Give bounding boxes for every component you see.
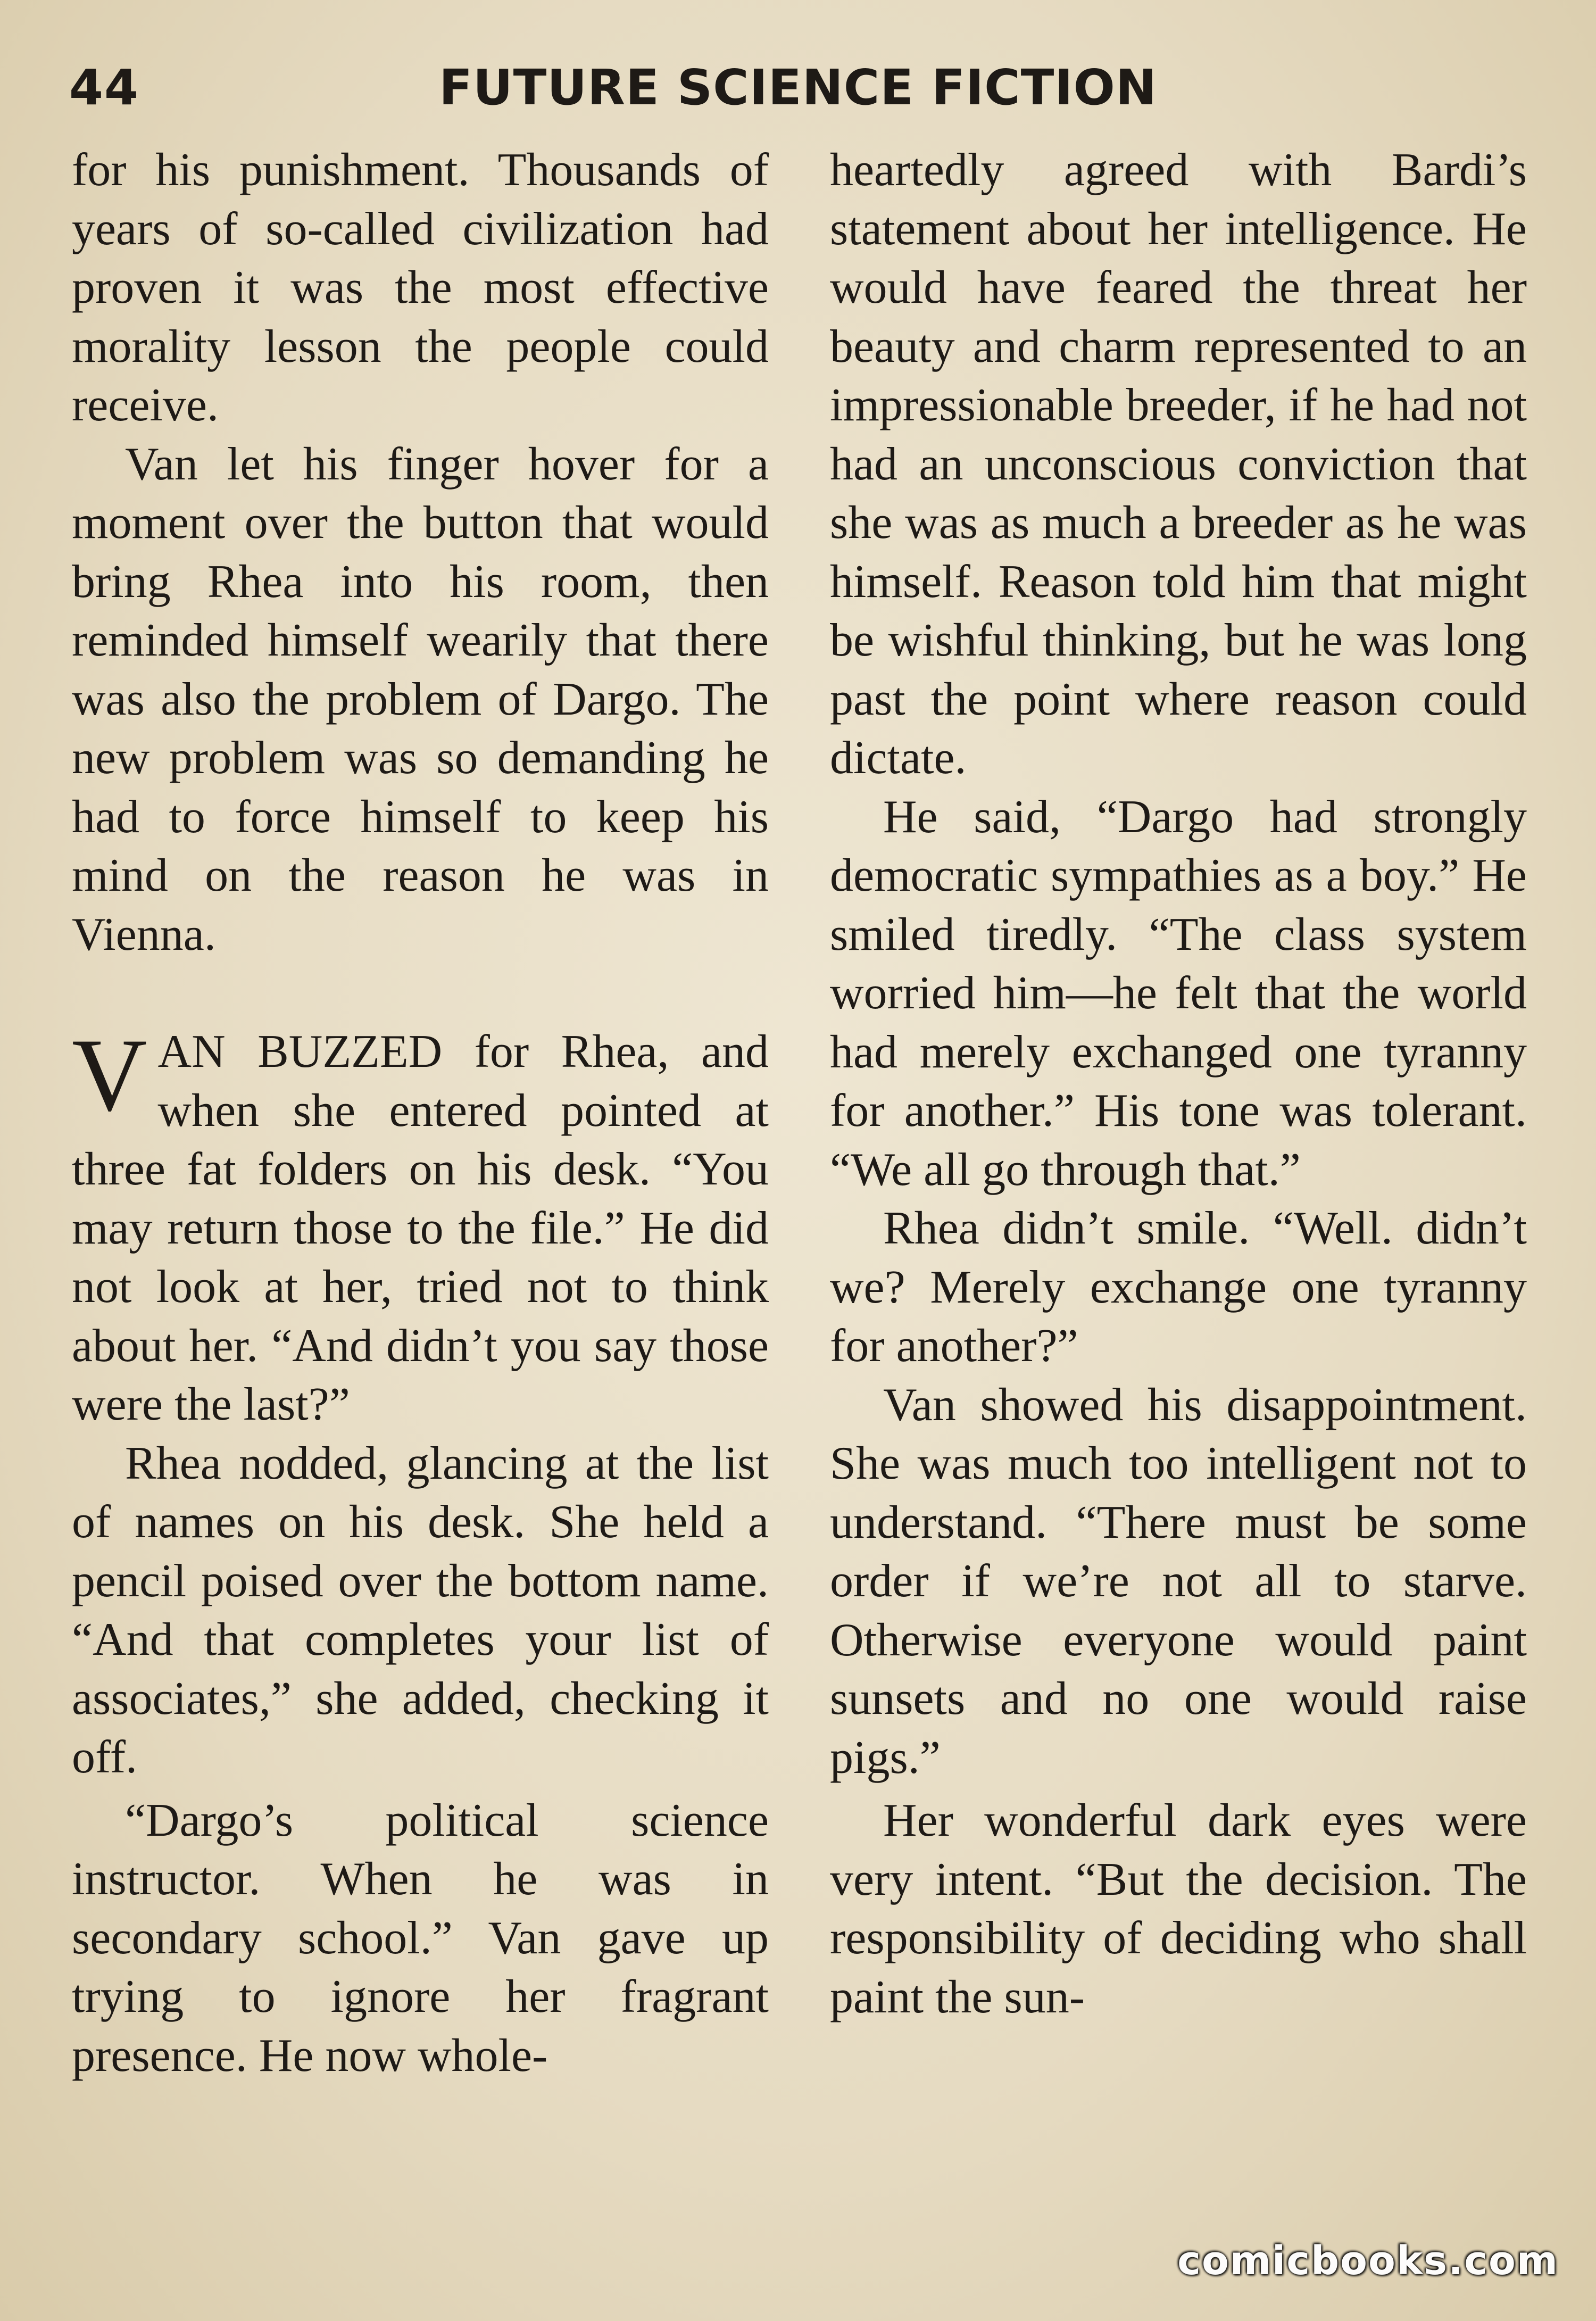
paragraph: Rhea didn’t smile. “Well. didn’t we? Merely exchange one tyranny for another?” (830, 1203, 1527, 1372)
paragraph: for his punishment. Thousands of years of so-called civilization had proven it was the most effective morality lesson the people could receive. (72, 144, 769, 431)
page-number: 44 (69, 59, 140, 116)
section-opening-paragraph (72, 1017, 769, 1435)
paragraph: Van let his finger hover for a moment over the button that would bring Rhea into his room, then reminded himself wearily that there was also the problem of Dargo. The new problem was so demanding he had to force himself to keep his mind on the reason he was in Vienna. (72, 438, 769, 960)
paragraph: Rhea nodded, glancing at the list of names on his desk. She held a pencil poised over the bottom name. “And that completes your list of associates,” she added, checking it off. (72, 1437, 769, 1783)
drop-cap: V (72, 1017, 147, 1133)
paragraph: heartedly agreed with Bardi’s statement about her intelligence. He would have feared the threat her beauty and charm represented to an impressionable breeder, if he had not had an unconscious conviction that she was as much a breeder as he was himself. Reason told him that might be wishful thinking, but he was long past the point where reason could dictate. (830, 144, 1527, 784)
running-title: FUTURE SCIENCE FICTION (439, 59, 1157, 116)
paragraph: “Dargo’s political science instructor. When he was in secondary school.” Van gave up trying to ignore her fragrant presence. He now whole- (72, 1794, 769, 2082)
left-column (72, 141, 769, 2085)
watermark: comicbooks.com (1177, 2238, 1559, 2284)
paragraph: He said, “Dargo had strongly democratic sympathies as a boy.” He smiled tiredly. “The class system worried him—he felt that the world had merely exchanged one tyranny for another.” His tone was tolerant. “We all go through that.” (830, 791, 1527, 1196)
right-column (830, 141, 1527, 2027)
paragraph: Her wonderful dark eyes were very intent. “But the decision. The responsibility of deciding who shall paint the sun- (830, 1795, 1527, 2023)
paragraph-text: AN BUZZED for Rhea, and when she entered pointed at three fat folders on his desk. “You may return those to the file.” He did not look at her, tried not to think about her. “And didn’t you say those were the last?” (72, 1026, 769, 1430)
paragraph: Van showed his disappointment. She was much too intelligent not to understand. “There must be some order if we’re not all to starve. Otherwise everyone would paint sunsets and no one would raise pigs.” (830, 1379, 1527, 1784)
page-header (69, 59, 1527, 117)
